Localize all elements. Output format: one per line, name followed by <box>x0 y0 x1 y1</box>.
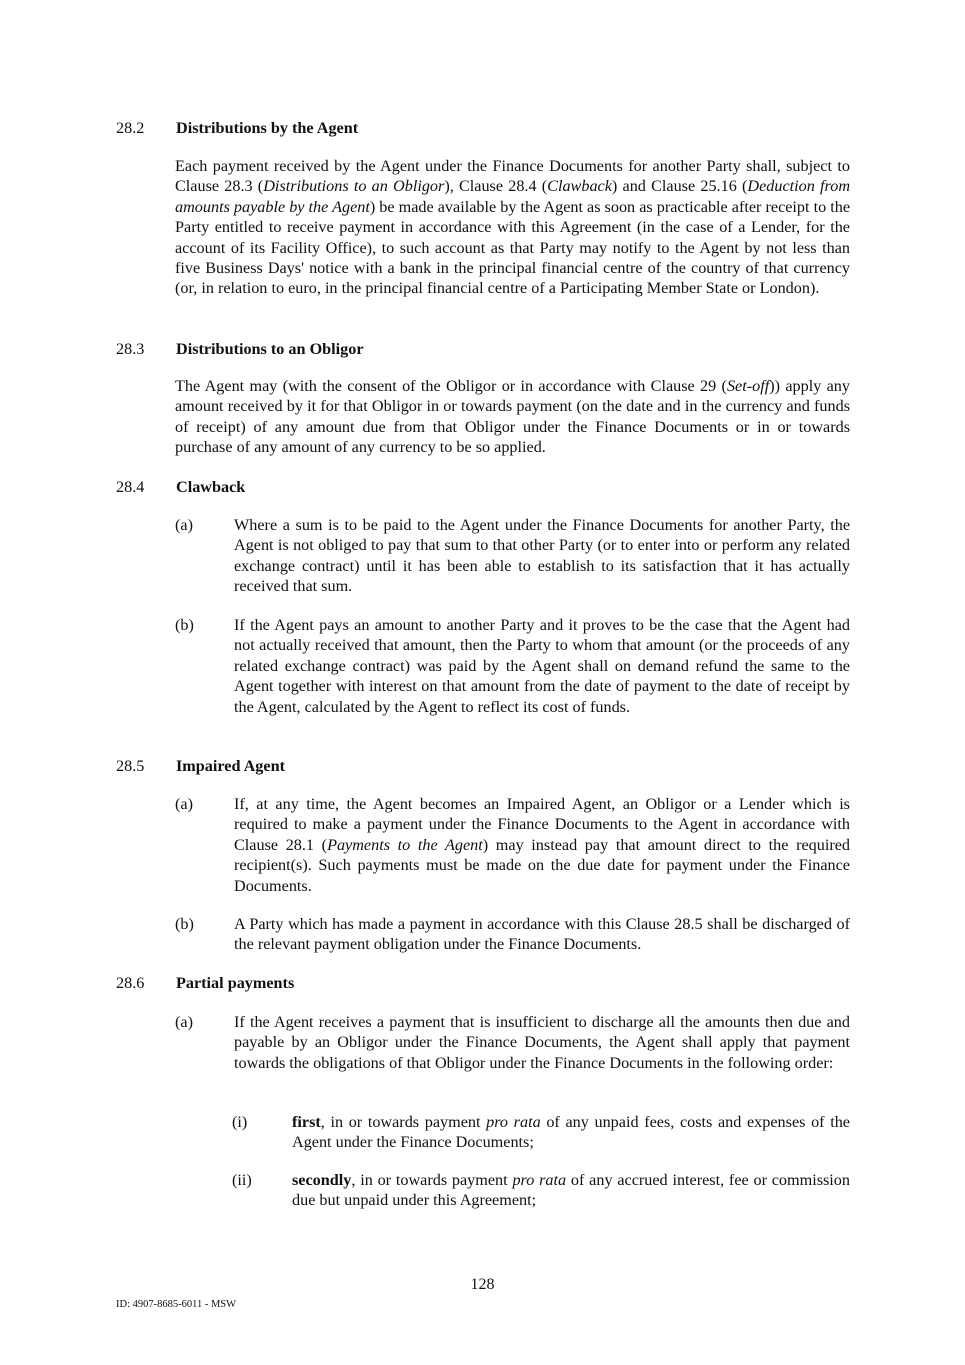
clause-paragraph: Each payment received by the Agent under the Finance Documents for another Party shall, subject to Clause 28.3 (Distributions to an Obligor), Clause 28.4 (Clawback) and Clause 25.16 (Deduction from amounts payable by the Agent) be made available by the Agent as soon as practicable after receipt to the Party entitled to receive payment in accordance with this Agreement (in the case of a Lender, for the account of its Facility Office), to such account as that Party may notify to the Agent by not less than five Business Days' notice with a bank in the principal financial centre of the country of that currency (or, in relation to euro, in the principal financial centre of a Participating Member State or London). <box>175 157 851 298</box>
subitem-label: (ii) <box>232 1171 252 1189</box>
item-label: (b) <box>175 915 194 933</box>
item-text: Where a sum is to be paid to the Agent under the Finance Documents for another Party, the Agent is not obliged to pay that sum to that other Party (or to enter into or perform any related exchange contract) until it has been able to establish to its satisfaction that it has actually received that sum. <box>234 516 850 596</box>
page-number: 128 <box>470 1276 495 1293</box>
clause-paragraph: The Agent may (with the consent of the Obligor or in accordance with Clause 29 (Set-off)) apply any amount received by it for that Obligor in or towards payment (on the date and in the currency and funds of receipt) of any amount due from that Obligor under the Finance Documents or in or towards purchase of any amount of any currency to be so applied. <box>175 377 850 457</box>
document-id: ID: 4907-8685-6011 - MSW <box>116 1299 237 1310</box>
clause-heading: Impaired Agent <box>176 757 285 775</box>
subitem-label: (i) <box>232 1113 248 1131</box>
clause-heading: Distributions by the Agent <box>176 119 359 137</box>
clause-heading: Partial payments <box>176 974 295 992</box>
clause-number: 28.2 <box>116 119 145 137</box>
clause-number: 28.3 <box>116 340 145 358</box>
item-text: If the Agent pays an amount to another Party and it proves to be the case that the Agent had not actually received that amount, then the Party to whom that amount (or the proceeds of any related exchange contract) was paid by the Agent shall on demand refund the same to the Agent together with interest on that amount from the date of payment to the date of receipt by the Agent, calculated by the Agent to reflect its cost of funds. <box>234 616 850 716</box>
item-text: If the Agent receives a payment that is insufficient to discharge all the amounts then due and payable by an Obligor under the Finance Documents, the Agent shall apply that payment towards the obligations of that Obligor under the Finance Documents in the following order: <box>234 1013 850 1072</box>
subitem-text: secondly, in or towards payment pro rata of any accrued interest, fee or commission due but unpaid under this Agreement; <box>292 1171 850 1210</box>
item-text: If, at any time, the Agent becomes an Impaired Agent, an Obligor or a Lender which is required to make a payment under the Finance Documents to the Agent in accordance with Clause 28.1 (Payments to the Agent) may instead pay that amount direct to the required recipient(s). Such payments must be made on the due date for payment under the Finance Documents. <box>234 795 850 895</box>
subitem-text: first, in or towards payment pro rata of any unpaid fees, costs and expenses of the Agent under the Finance Documents; <box>292 1113 850 1152</box>
clause-number: 28.4 <box>116 478 145 496</box>
clause-number: 28.6 <box>116 974 145 992</box>
item-label: (a) <box>175 516 193 534</box>
item-label: (a) <box>175 1013 193 1031</box>
clause-number: 28.5 <box>116 757 145 775</box>
clause-heading: Distributions to an Obligor <box>176 340 364 358</box>
item-text: A Party which has made a payment in accordance with this Clause 28.5 shall be discharged of the relevant payment obligation under the Finance Documents. <box>234 915 850 954</box>
item-label: (a) <box>175 795 193 813</box>
clause-heading: Clawback <box>176 478 246 496</box>
item-label: (b) <box>175 616 194 634</box>
